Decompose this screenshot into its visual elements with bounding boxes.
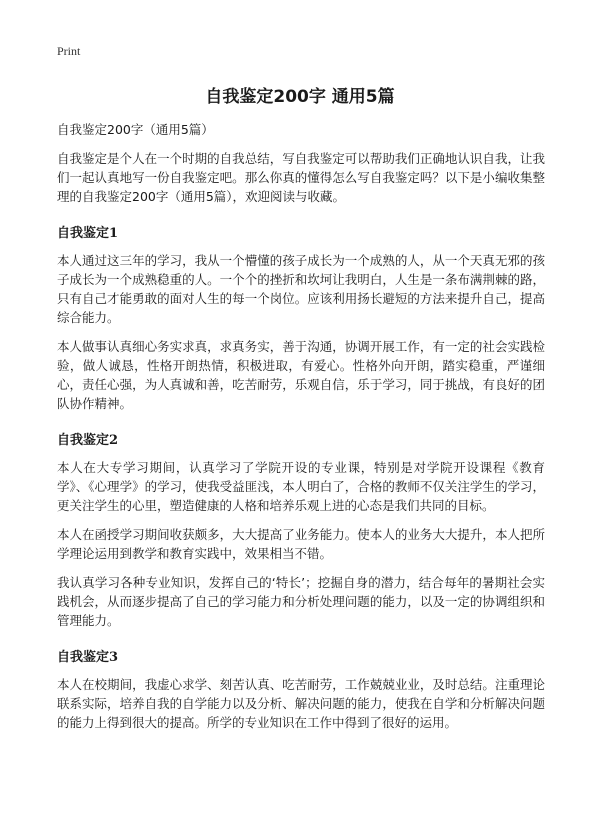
document-subtitle: 自我鉴定200字（通用5篇）: [57, 122, 214, 137]
section-2-paragraph-3: 我认真学习各种专业知识，发挥自己的‘特长’；挖掘自身的潜力，结合每年的暑期社会实践机会，从而逐步提高了自己的学习能力和分析处理问题的能力，以及一定的协调组织和管理能力。: [57, 575, 545, 628]
section-heading-2: 自我鉴定2: [57, 433, 119, 448]
section-3-paragraph-1: 本人在校期间，我虚心求学、刻苦认真、吃苦耐劳，工作兢兢业业，及时总结。注重理论联系实际，培养自我的自学能力以及分析、解决问题的能力，使我在自学和分析解决问题的能力上得到很大的提高。所学的专业知识在工作中得到了很好的运用。: [57, 677, 545, 730]
section-1-paragraph-2: 本人做事认真细心务实求真，求真务实，善于沟通，协调开展工作，有一定的社会实践检验，做人诚恳，性格开朗热情，积极进取，有爱心。性格外向开朗，踏实稳重，严谨细心，责任心强，为人真诚和善，吃苦耐劳，乐观自信，乐于学习，同于挑战，有良好的团队协作精神。: [57, 339, 545, 411]
section-2-paragraph-1: 本人在大专学习期间，认真学习了学院开设的专业课，特别是对学院开设课程《教育学》、《心理学》的学习，使我受益匪浅，本人明白了，合格的教师不仅关注学生的学习，更关注学生的心里，塑造健康的人格和培养乐观上进的心态是我们共同的目标。: [57, 460, 545, 513]
section-1-paragraph-1: 本人通过这三年的学习，我从一个懵懂的孩子成长为一个成熟的人，从一个天真无邪的孩子成长为一个成熟稳重的人。一个个的挫折和坎坷让我明白，人生是一条布满荆棘的路，只有自己才能勇敢的面对人生的每一个岗位。应该利用扬长避短的方法来提升自己，提高综合能力。: [57, 253, 545, 325]
document-body: [57, 120, 545, 742]
section-heading-3: 自我鉴定3: [57, 650, 119, 665]
section-heading-1: 自我鉴定1: [57, 226, 119, 241]
page-title: 自我鉴定200字 通用5篇: [205, 87, 395, 107]
section-2-paragraph-2: 本人在函授学习期间收获颇多，大大提高了业务能力。使本人的业务大大提升，本人把所学理论运用到教学和教育实践中，效果相当不错。: [57, 527, 545, 561]
print-link[interactable]: Print: [57, 44, 81, 58]
intro-paragraph: 自我鉴定是个人在一个时期的自我总结，写自我鉴定可以帮助我们正确地认识自我，让我们一起认真地写一份自我鉴定吧。那么你真的懂得怎么写自我鉴定吗？以下是小编收集整理的自我鉴定200字（通用5篇），欢迎阅读与收藏。: [57, 151, 545, 204]
